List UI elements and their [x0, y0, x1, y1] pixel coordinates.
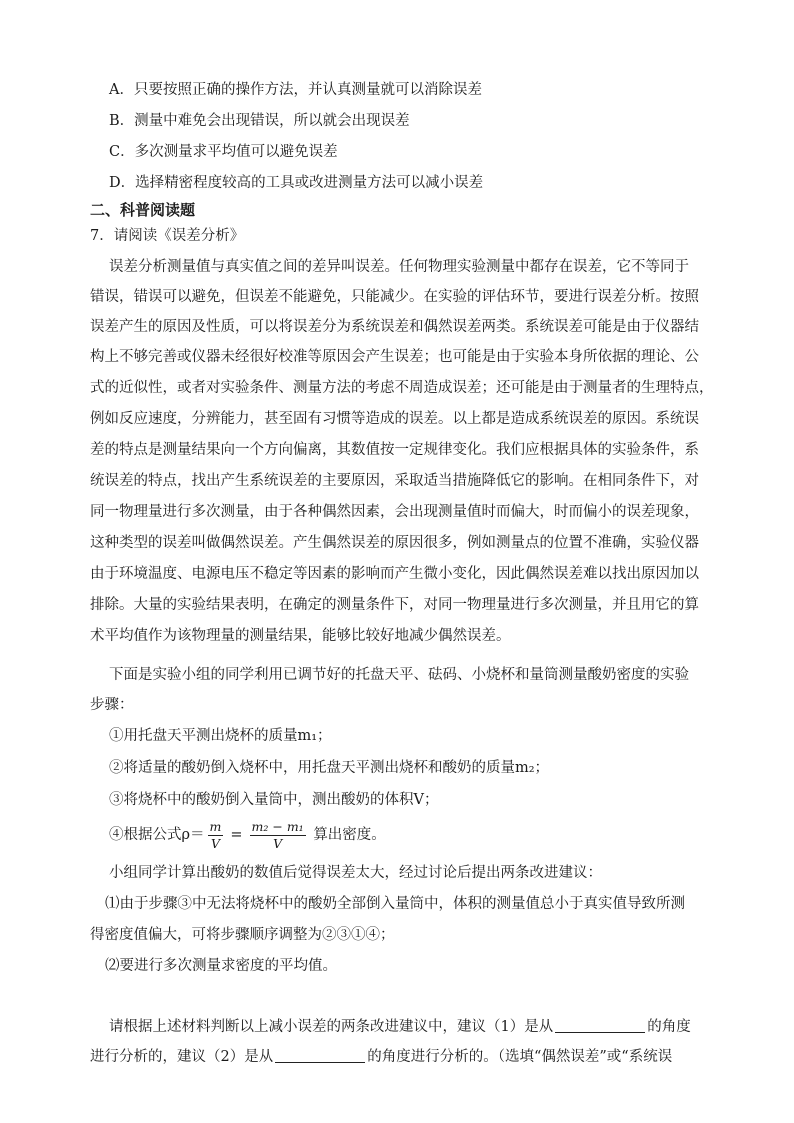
paragraph-line: 统误差的特点，找出产生系统误差的主要原因，采取适当措施降低它的影响。在相同条件下，对 [90, 473, 699, 489]
paragraph-line: 例如反应速度，分辨能力，甚至固有习惯等造成的误差。以上都是造成系统误差的原因。系统误 [90, 411, 699, 427]
paragraph-line: 下面是实验小组的同学利用已调节好的托盘天平、砝码、小烧杯和量筒测量酸奶密度的实验 [109, 667, 689, 683]
answer-blank-1[interactable] [555, 1018, 645, 1033]
paragraph-line: 错误，错误可以避免，但误差不能避免，只能减少。在实验的评估环节，要进行误差分析。按照 [90, 289, 699, 305]
fraction-m-over-v: $\frac{m}{V}$ [209, 818, 222, 851]
step-4 [109, 818, 729, 852]
paragraph-line: 小组同学计算出酸奶的数值后觉得误差太大，经过讨论后提出两条改进建议： [109, 865, 602, 881]
fill-question-line-1: 请根据上述材料判断以上减小误差的两条改进建议中，建议（1）是从 的角度 [109, 1019, 691, 1035]
step-3: ③将烧杯中的酸奶倒入量筒中，测出酸奶的体积V； [109, 792, 439, 808]
answer-blank-2[interactable] [275, 1048, 365, 1063]
step-2: ②将适量的酸奶倒入烧杯中，用托盘天平测出烧杯和酸奶的质量m₂； [109, 760, 550, 776]
paragraph-line: 误差产生的原因及性质，可以将误差分为系统误差和偶然误差两类。系统误差可能是由于仪器结 [90, 319, 699, 335]
paragraph-line: 由于环境温度、电源电压不稳定等因素的影响而产生微小变化，因此偶然误差难以找出原因加以 [90, 566, 699, 582]
paragraph-line: 这种类型的误差叫做偶然误差。产生偶然误差的原因很多，例如测量点的位置不准确，实验仪器 [90, 535, 699, 551]
fill-question-line-2: 进行分析的，建议（2）是从 的角度进行分析的。（选填“偶然误差”或“系统误 [90, 1049, 673, 1065]
step-4-suffix: 算出密度。 [313, 827, 386, 843]
section-title: 二、科普阅读题 [90, 201, 196, 219]
paragraph-line: 式的近似性，或者对实验条件、测量方法的考虑不周造成误差；还可能是由于测量者的生理特点， [90, 380, 714, 396]
paragraph-line: 同一物理量进行多次测量，由于各种偶然因素，会出现测量值时而偏大，时而偏小的误差现象， [90, 504, 699, 520]
paragraph-line: 误差分析测量值与真实值之间的差异叫误差。任何物理实验测量中都存在误差，它不等同于 [109, 259, 689, 275]
option-b: B．测量中难免会出现错误，所以就会出现误差 [109, 113, 410, 129]
paragraph-line: 差的特点是测量结果向一个方向偏离，其数值按一定规律变化。我们应根据具体的实验条件，系 [90, 442, 699, 458]
suggestion-1: ⑴由于步骤③中无法将烧杯中的酸奶全部倒入量筒中，体积的测量值总小于真实值导致所测 [105, 896, 685, 912]
option-d: D．选择精密程度较高的工具或改进测量方法可以减小误差 [109, 175, 484, 191]
fraction-mass-diff-over-v: $\frac{\text{m₂ − m₁}}{V}$ [251, 818, 304, 851]
paragraph-line: 排除。大量的实验结果表明，在确定的测量条件下，对同一物理量进行多次测量，并且用它的算 [90, 597, 699, 613]
question-intro: 7．请阅读《误差分析》 [90, 228, 245, 244]
option-a: A．只要按照正确的操作方法，并认真测量就可以消除误差 [109, 82, 482, 98]
paragraph-line: 构上不够完善或仪器未经很好校准等原因会产生误差；也可能是由于实验本身所依据的理论、公 [90, 349, 699, 365]
equals-sign: = [230, 827, 243, 843]
option-c: C．多次测量求平均值可以避免误差 [109, 144, 338, 160]
suggestion-2: ⑵要进行多次测量求密度的平均值。 [105, 958, 337, 974]
step-4-prefix: ④根据公式ρ＝ [109, 827, 205, 843]
paragraph-line: 术平均值作为该物理量的测量结果，能够比较好地减少偶然误差。 [90, 628, 511, 644]
paragraph-line: 步骤： [90, 697, 134, 713]
suggestion-1-cont: 得密度值偏大，可将步骤顺序调整为②③①④； [90, 927, 395, 943]
step-1: ①用托盘天平测出烧杯的质量m₁； [109, 728, 332, 744]
